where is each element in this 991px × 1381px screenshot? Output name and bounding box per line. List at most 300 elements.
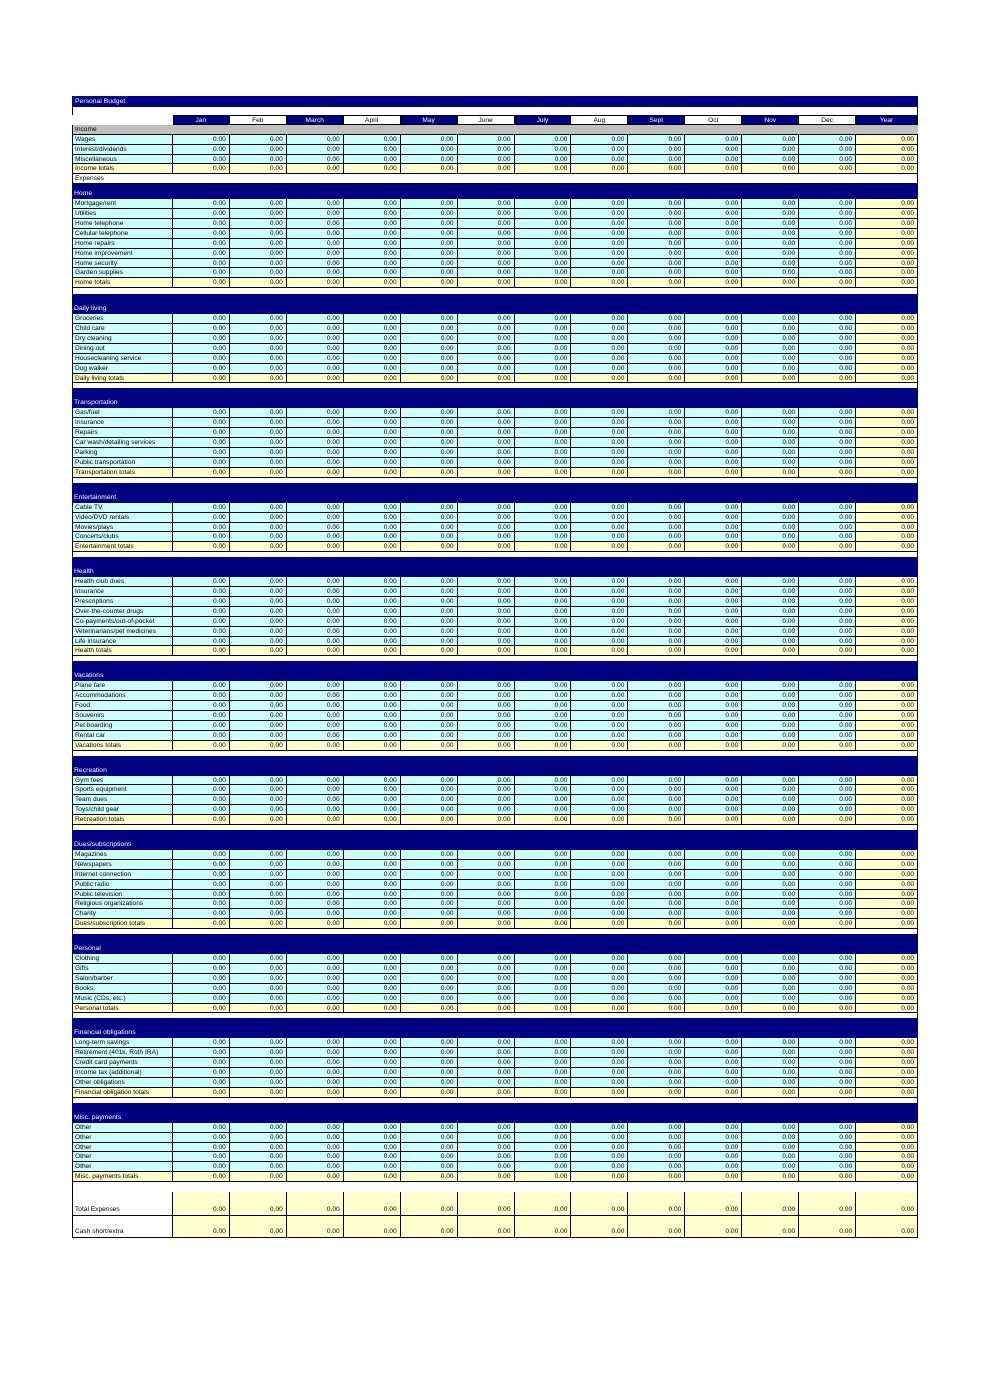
- month-cell[interactable]: 0.00: [515, 155, 572, 165]
- month-cell[interactable]: 0.00: [685, 374, 742, 384]
- month-cell[interactable]: 0.00: [401, 145, 458, 155]
- month-cell[interactable]: 0.00: [685, 1038, 742, 1048]
- month-cell[interactable]: 0.00: [685, 513, 742, 523]
- month-cell[interactable]: 0.00: [571, 1162, 628, 1172]
- month-cell[interactable]: 0.00: [458, 324, 515, 334]
- month-cell[interactable]: 0.00: [173, 1192, 230, 1216]
- month-cell[interactable]: 0.00: [458, 890, 515, 900]
- month-cell[interactable]: 0.00: [799, 1058, 856, 1068]
- month-cell[interactable]: 0.00: [685, 1123, 742, 1133]
- month-cell[interactable]: 0.00: [628, 468, 685, 478]
- month-cell[interactable]: 0.00: [287, 741, 344, 751]
- month-cell[interactable]: 0.00: [515, 523, 572, 533]
- month-cell[interactable]: 0.00: [344, 219, 401, 229]
- month-cell[interactable]: 0.00: [515, 1152, 572, 1162]
- month-cell[interactable]: 0.00: [287, 199, 344, 209]
- month-cell[interactable]: 0.00: [230, 1133, 287, 1143]
- month-cell[interactable]: 0.00: [230, 1162, 287, 1172]
- month-cell[interactable]: 0.00: [173, 239, 230, 249]
- month-cell[interactable]: 0.00: [515, 219, 572, 229]
- month-cell[interactable]: 0.00: [571, 805, 628, 815]
- month-cell[interactable]: 0.00: [742, 418, 799, 428]
- month-cell[interactable]: 0.00: [458, 994, 515, 1004]
- month-cell[interactable]: 0.00: [515, 259, 572, 269]
- month-cell[interactable]: 0.00: [344, 1216, 401, 1238]
- month-cell[interactable]: 0.00: [515, 209, 572, 219]
- month-cell[interactable]: 0.00: [458, 964, 515, 974]
- month-cell[interactable]: 0.00: [571, 870, 628, 880]
- month-cell[interactable]: 0.00: [458, 850, 515, 860]
- year-cell[interactable]: 0.00: [856, 209, 918, 219]
- month-cell[interactable]: 0.00: [287, 1038, 344, 1048]
- month-cell[interactable]: 0.00: [685, 438, 742, 448]
- month-cell[interactable]: 0.00: [230, 448, 287, 458]
- month-cell[interactable]: 0.00: [458, 1058, 515, 1068]
- month-cell[interactable]: 0.00: [742, 1078, 799, 1088]
- month-cell[interactable]: 0.00: [344, 899, 401, 909]
- month-cell[interactable]: 0.00: [628, 890, 685, 900]
- month-cell[interactable]: 0.00: [628, 577, 685, 587]
- month-cell[interactable]: 0.00: [685, 199, 742, 209]
- month-cell[interactable]: 0.00: [230, 731, 287, 741]
- month-cell[interactable]: 0.00: [799, 164, 856, 174]
- month-cell[interactable]: 0.00: [799, 1123, 856, 1133]
- month-cell[interactable]: 0.00: [344, 909, 401, 919]
- month-cell[interactable]: 0.00: [344, 721, 401, 731]
- month-cell[interactable]: 0.00: [401, 1133, 458, 1143]
- month-cell[interactable]: 0.00: [230, 249, 287, 259]
- month-cell[interactable]: 0.00: [628, 155, 685, 165]
- year-cell[interactable]: 0.00: [856, 587, 918, 597]
- month-cell[interactable]: 0.00: [515, 741, 572, 751]
- month-cell[interactable]: 0.00: [458, 899, 515, 909]
- month-cell[interactable]: 0.00: [628, 1172, 685, 1182]
- month-cell[interactable]: 0.00: [571, 1088, 628, 1098]
- month-cell[interactable]: 0.00: [799, 1143, 856, 1153]
- month-cell[interactable]: 0.00: [685, 880, 742, 890]
- month-cell[interactable]: 0.00: [799, 909, 856, 919]
- month-cell[interactable]: 0.00: [287, 607, 344, 617]
- month-cell[interactable]: 0.00: [173, 974, 230, 984]
- month-cell[interactable]: 0.00: [742, 503, 799, 513]
- month-cell[interactable]: 0.00: [799, 577, 856, 587]
- month-cell[interactable]: 0.00: [230, 259, 287, 269]
- month-cell[interactable]: 0.00: [344, 964, 401, 974]
- month-cell[interactable]: 0.00: [799, 374, 856, 384]
- month-cell[interactable]: 0.00: [628, 428, 685, 438]
- month-cell[interactable]: 0.00: [628, 249, 685, 259]
- month-cell[interactable]: 0.00: [458, 1192, 515, 1216]
- month-cell[interactable]: 0.00: [571, 776, 628, 786]
- month-cell[interactable]: 0.00: [742, 334, 799, 344]
- month-cell[interactable]: 0.00: [515, 731, 572, 741]
- month-cell[interactable]: 0.00: [401, 919, 458, 929]
- month-cell[interactable]: 0.00: [401, 1123, 458, 1133]
- month-cell[interactable]: 0.00: [742, 1192, 799, 1216]
- month-cell[interactable]: 0.00: [173, 249, 230, 259]
- month-cell[interactable]: 0.00: [401, 701, 458, 711]
- month-cell[interactable]: 0.00: [742, 408, 799, 418]
- month-cell[interactable]: 0.00: [458, 1078, 515, 1088]
- month-cell[interactable]: 0.00: [458, 438, 515, 448]
- month-cell[interactable]: 0.00: [515, 532, 572, 542]
- month-cell[interactable]: 0.00: [458, 815, 515, 825]
- month-cell[interactable]: 0.00: [401, 219, 458, 229]
- month-cell[interactable]: 0.00: [685, 731, 742, 741]
- month-cell[interactable]: 0.00: [344, 587, 401, 597]
- month-cell[interactable]: 0.00: [230, 458, 287, 468]
- month-cell[interactable]: 0.00: [344, 805, 401, 815]
- month-cell[interactable]: 0.00: [742, 860, 799, 870]
- month-cell[interactable]: 0.00: [799, 155, 856, 165]
- month-cell[interactable]: 0.00: [799, 607, 856, 617]
- month-cell[interactable]: 0.00: [571, 1133, 628, 1143]
- month-cell[interactable]: 0.00: [401, 428, 458, 438]
- month-cell[interactable]: 0.00: [344, 890, 401, 900]
- year-cell[interactable]: 0.00: [856, 880, 918, 890]
- month-cell[interactable]: 0.00: [742, 681, 799, 691]
- year-cell[interactable]: 0.00: [856, 1048, 918, 1058]
- month-cell[interactable]: 0.00: [628, 587, 685, 597]
- month-cell[interactable]: 0.00: [287, 1004, 344, 1014]
- month-cell[interactable]: 0.00: [628, 646, 685, 656]
- month-cell[interactable]: 0.00: [799, 617, 856, 627]
- month-cell[interactable]: 0.00: [230, 741, 287, 751]
- month-cell[interactable]: 0.00: [173, 408, 230, 418]
- month-cell[interactable]: 0.00: [685, 984, 742, 994]
- month-cell[interactable]: 0.00: [571, 899, 628, 909]
- month-cell[interactable]: 0.00: [458, 513, 515, 523]
- month-cell[interactable]: 0.00: [173, 209, 230, 219]
- month-cell[interactable]: 0.00: [799, 1088, 856, 1098]
- month-cell[interactable]: 0.00: [799, 1162, 856, 1172]
- month-cell[interactable]: 0.00: [685, 1216, 742, 1238]
- month-cell[interactable]: 0.00: [799, 1004, 856, 1014]
- month-cell[interactable]: 0.00: [173, 145, 230, 155]
- month-cell[interactable]: 0.00: [742, 899, 799, 909]
- month-cell[interactable]: 0.00: [458, 1004, 515, 1014]
- month-cell[interactable]: 0.00: [628, 711, 685, 721]
- month-cell[interactable]: 0.00: [742, 458, 799, 468]
- month-cell[interactable]: 0.00: [742, 721, 799, 731]
- year-cell[interactable]: 0.00: [856, 994, 918, 1004]
- year-cell[interactable]: 0.00: [856, 1152, 918, 1162]
- month-cell[interactable]: 0.00: [628, 438, 685, 448]
- month-cell[interactable]: 0.00: [173, 428, 230, 438]
- year-cell[interactable]: 0.00: [856, 597, 918, 607]
- month-cell[interactable]: 0.00: [344, 815, 401, 825]
- year-cell[interactable]: 0.00: [856, 314, 918, 324]
- month-cell[interactable]: 0.00: [685, 597, 742, 607]
- month-cell[interactable]: 0.00: [742, 1048, 799, 1058]
- month-cell[interactable]: 0.00: [742, 805, 799, 815]
- month-cell[interactable]: 0.00: [344, 1078, 401, 1088]
- month-cell[interactable]: 0.00: [515, 870, 572, 880]
- month-cell[interactable]: 0.00: [458, 239, 515, 249]
- month-cell[interactable]: 0.00: [628, 408, 685, 418]
- month-cell[interactable]: 0.00: [742, 513, 799, 523]
- month-cell[interactable]: 0.00: [515, 637, 572, 647]
- month-cell[interactable]: 0.00: [458, 418, 515, 428]
- month-cell[interactable]: 0.00: [515, 691, 572, 701]
- month-cell[interactable]: 0.00: [287, 597, 344, 607]
- month-cell[interactable]: 0.00: [571, 577, 628, 587]
- month-cell[interactable]: 0.00: [685, 1192, 742, 1216]
- month-cell[interactable]: 0.00: [287, 909, 344, 919]
- month-cell[interactable]: 0.00: [458, 1172, 515, 1182]
- month-cell[interactable]: 0.00: [458, 408, 515, 418]
- year-cell[interactable]: 0.00: [856, 145, 918, 155]
- month-cell[interactable]: 0.00: [799, 259, 856, 269]
- month-cell[interactable]: 0.00: [685, 1162, 742, 1172]
- month-cell[interactable]: 0.00: [344, 1058, 401, 1068]
- month-cell[interactable]: 0.00: [515, 919, 572, 929]
- month-cell[interactable]: 0.00: [515, 1004, 572, 1014]
- month-cell[interactable]: 0.00: [401, 646, 458, 656]
- month-cell[interactable]: 0.00: [742, 354, 799, 364]
- month-cell[interactable]: 0.00: [515, 438, 572, 448]
- year-cell[interactable]: 0.00: [856, 964, 918, 974]
- month-cell[interactable]: 0.00: [799, 145, 856, 155]
- year-cell[interactable]: 0.00: [856, 776, 918, 786]
- month-cell[interactable]: 0.00: [742, 268, 799, 278]
- month-cell[interactable]: 0.00: [685, 850, 742, 860]
- month-cell[interactable]: 0.00: [173, 805, 230, 815]
- month-cell[interactable]: 0.00: [742, 646, 799, 656]
- month-cell[interactable]: 0.00: [742, 259, 799, 269]
- month-cell[interactable]: 0.00: [571, 145, 628, 155]
- year-cell[interactable]: 0.00: [856, 681, 918, 691]
- month-cell[interactable]: 0.00: [685, 627, 742, 637]
- month-cell[interactable]: 0.00: [458, 334, 515, 344]
- month-cell[interactable]: 0.00: [799, 418, 856, 428]
- month-cell[interactable]: 0.00: [287, 448, 344, 458]
- month-cell[interactable]: 0.00: [515, 681, 572, 691]
- month-cell[interactable]: 0.00: [230, 880, 287, 890]
- month-cell[interactable]: 0.00: [173, 637, 230, 647]
- month-cell[interactable]: 0.00: [685, 899, 742, 909]
- month-cell[interactable]: 0.00: [628, 701, 685, 711]
- month-cell[interactable]: 0.00: [742, 1123, 799, 1133]
- month-cell[interactable]: 0.00: [571, 860, 628, 870]
- month-cell[interactable]: 0.00: [799, 850, 856, 860]
- month-cell[interactable]: 0.00: [401, 721, 458, 731]
- year-cell[interactable]: 0.00: [856, 1216, 918, 1238]
- month-cell[interactable]: 0.00: [685, 646, 742, 656]
- month-cell[interactable]: 0.00: [515, 617, 572, 627]
- year-cell[interactable]: 0.00: [856, 701, 918, 711]
- month-cell[interactable]: 0.00: [458, 627, 515, 637]
- month-cell[interactable]: 0.00: [571, 1078, 628, 1088]
- month-cell[interactable]: 0.00: [742, 691, 799, 701]
- month-cell[interactable]: 0.00: [685, 344, 742, 354]
- month-cell[interactable]: 0.00: [742, 880, 799, 890]
- month-cell[interactable]: 0.00: [742, 438, 799, 448]
- month-cell[interactable]: 0.00: [344, 1143, 401, 1153]
- year-cell[interactable]: 0.00: [856, 428, 918, 438]
- month-cell[interactable]: 0.00: [344, 701, 401, 711]
- month-cell[interactable]: 0.00: [401, 870, 458, 880]
- month-cell[interactable]: 0.00: [685, 795, 742, 805]
- month-cell[interactable]: 0.00: [799, 691, 856, 701]
- month-cell[interactable]: 0.00: [230, 954, 287, 964]
- month-cell[interactable]: 0.00: [515, 408, 572, 418]
- month-cell[interactable]: 0.00: [344, 428, 401, 438]
- month-cell[interactable]: 0.00: [742, 344, 799, 354]
- month-cell[interactable]: 0.00: [458, 741, 515, 751]
- month-cell[interactable]: 0.00: [742, 870, 799, 880]
- month-cell[interactable]: 0.00: [742, 617, 799, 627]
- month-cell[interactable]: 0.00: [799, 1038, 856, 1048]
- month-cell[interactable]: 0.00: [458, 164, 515, 174]
- month-cell[interactable]: 0.00: [628, 268, 685, 278]
- month-cell[interactable]: 0.00: [571, 155, 628, 165]
- month-cell[interactable]: 0.00: [628, 964, 685, 974]
- month-cell[interactable]: 0.00: [458, 523, 515, 533]
- month-cell[interactable]: 0.00: [230, 542, 287, 552]
- month-cell[interactable]: 0.00: [230, 587, 287, 597]
- month-cell[interactable]: 0.00: [230, 1038, 287, 1048]
- month-cell[interactable]: 0.00: [401, 468, 458, 478]
- month-cell[interactable]: 0.00: [230, 1004, 287, 1014]
- month-cell[interactable]: 0.00: [799, 721, 856, 731]
- month-cell[interactable]: 0.00: [287, 1088, 344, 1098]
- month-cell[interactable]: 0.00: [571, 408, 628, 418]
- month-cell[interactable]: 0.00: [571, 681, 628, 691]
- month-cell[interactable]: 0.00: [230, 374, 287, 384]
- month-cell[interactable]: 0.00: [287, 249, 344, 259]
- month-cell[interactable]: 0.00: [173, 681, 230, 691]
- month-cell[interactable]: 0.00: [401, 542, 458, 552]
- year-cell[interactable]: 0.00: [856, 815, 918, 825]
- month-cell[interactable]: 0.00: [515, 418, 572, 428]
- month-cell[interactable]: 0.00: [742, 1172, 799, 1182]
- month-cell[interactable]: 0.00: [344, 954, 401, 964]
- month-cell[interactable]: 0.00: [799, 1133, 856, 1143]
- month-cell[interactable]: 0.00: [515, 805, 572, 815]
- month-cell[interactable]: 0.00: [685, 428, 742, 438]
- month-cell[interactable]: 0.00: [742, 597, 799, 607]
- month-cell[interactable]: 0.00: [685, 209, 742, 219]
- month-cell[interactable]: 0.00: [173, 890, 230, 900]
- month-cell[interactable]: 0.00: [344, 860, 401, 870]
- month-cell[interactable]: 0.00: [401, 458, 458, 468]
- year-cell[interactable]: 0.00: [856, 513, 918, 523]
- month-cell[interactable]: 0.00: [571, 314, 628, 324]
- month-cell[interactable]: 0.00: [287, 721, 344, 731]
- month-cell[interactable]: 0.00: [571, 1004, 628, 1014]
- month-cell[interactable]: 0.00: [287, 1192, 344, 1216]
- month-cell[interactable]: 0.00: [287, 637, 344, 647]
- month-cell[interactable]: 0.00: [685, 523, 742, 533]
- month-cell[interactable]: 0.00: [742, 850, 799, 860]
- month-cell[interactable]: 0.00: [173, 1038, 230, 1048]
- month-cell[interactable]: 0.00: [287, 627, 344, 637]
- month-cell[interactable]: 0.00: [173, 964, 230, 974]
- month-cell[interactable]: 0.00: [458, 805, 515, 815]
- month-cell[interactable]: 0.00: [742, 448, 799, 458]
- year-cell[interactable]: 0.00: [856, 1078, 918, 1088]
- month-cell[interactable]: 0.00: [344, 1123, 401, 1133]
- month-cell[interactable]: 0.00: [458, 532, 515, 542]
- month-cell[interactable]: 0.00: [401, 964, 458, 974]
- month-cell[interactable]: 0.00: [287, 919, 344, 929]
- year-cell[interactable]: 0.00: [856, 155, 918, 165]
- month-cell[interactable]: 0.00: [685, 155, 742, 165]
- month-cell[interactable]: 0.00: [401, 587, 458, 597]
- month-cell[interactable]: 0.00: [401, 776, 458, 786]
- month-cell[interactable]: 0.00: [230, 468, 287, 478]
- month-cell[interactable]: 0.00: [515, 1078, 572, 1088]
- month-cell[interactable]: 0.00: [628, 637, 685, 647]
- month-cell[interactable]: 0.00: [458, 448, 515, 458]
- month-cell[interactable]: 0.00: [685, 145, 742, 155]
- month-cell[interactable]: 0.00: [571, 199, 628, 209]
- month-cell[interactable]: 0.00: [742, 1133, 799, 1143]
- month-cell[interactable]: 0.00: [515, 994, 572, 1004]
- month-cell[interactable]: 0.00: [742, 984, 799, 994]
- month-cell[interactable]: 0.00: [287, 418, 344, 428]
- month-cell[interactable]: 0.00: [401, 448, 458, 458]
- month-cell[interactable]: 0.00: [628, 850, 685, 860]
- month-cell[interactable]: 0.00: [799, 785, 856, 795]
- month-cell[interactable]: 0.00: [458, 691, 515, 701]
- month-cell[interactable]: 0.00: [401, 239, 458, 249]
- month-cell[interactable]: 0.00: [685, 314, 742, 324]
- month-cell[interactable]: 0.00: [742, 1068, 799, 1078]
- month-cell[interactable]: 0.00: [685, 681, 742, 691]
- month-cell[interactable]: 0.00: [230, 324, 287, 334]
- month-cell[interactable]: 0.00: [515, 1038, 572, 1048]
- year-cell[interactable]: 0.00: [856, 805, 918, 815]
- month-cell[interactable]: 0.00: [685, 890, 742, 900]
- month-cell[interactable]: 0.00: [799, 249, 856, 259]
- month-cell[interactable]: 0.00: [742, 994, 799, 1004]
- month-cell[interactable]: 0.00: [628, 691, 685, 701]
- month-cell[interactable]: 0.00: [230, 805, 287, 815]
- month-cell[interactable]: 0.00: [742, 909, 799, 919]
- month-cell[interactable]: 0.00: [344, 523, 401, 533]
- month-cell[interactable]: 0.00: [571, 458, 628, 468]
- month-cell[interactable]: 0.00: [628, 1133, 685, 1143]
- month-cell[interactable]: 0.00: [685, 1152, 742, 1162]
- month-cell[interactable]: 0.00: [628, 324, 685, 334]
- month-cell[interactable]: 0.00: [287, 1143, 344, 1153]
- month-cell[interactable]: 0.00: [173, 1172, 230, 1182]
- month-cell[interactable]: 0.00: [799, 503, 856, 513]
- month-cell[interactable]: 0.00: [401, 577, 458, 587]
- month-cell[interactable]: 0.00: [173, 1068, 230, 1078]
- month-cell[interactable]: 0.00: [344, 617, 401, 627]
- year-cell[interactable]: 0.00: [856, 239, 918, 249]
- month-cell[interactable]: 0.00: [287, 503, 344, 513]
- month-cell[interactable]: 0.00: [742, 815, 799, 825]
- month-cell[interactable]: 0.00: [515, 1068, 572, 1078]
- month-cell[interactable]: 0.00: [571, 354, 628, 364]
- month-cell[interactable]: 0.00: [173, 701, 230, 711]
- month-cell[interactable]: 0.00: [799, 448, 856, 458]
- month-cell[interactable]: 0.00: [173, 468, 230, 478]
- month-cell[interactable]: 0.00: [515, 334, 572, 344]
- year-cell[interactable]: 0.00: [856, 577, 918, 587]
- month-cell[interactable]: 0.00: [515, 448, 572, 458]
- month-cell[interactable]: 0.00: [287, 850, 344, 860]
- month-cell[interactable]: 0.00: [571, 627, 628, 637]
- month-cell[interactable]: 0.00: [628, 374, 685, 384]
- month-cell[interactable]: 0.00: [571, 1038, 628, 1048]
- month-cell[interactable]: 0.00: [344, 919, 401, 929]
- month-cell[interactable]: 0.00: [344, 691, 401, 701]
